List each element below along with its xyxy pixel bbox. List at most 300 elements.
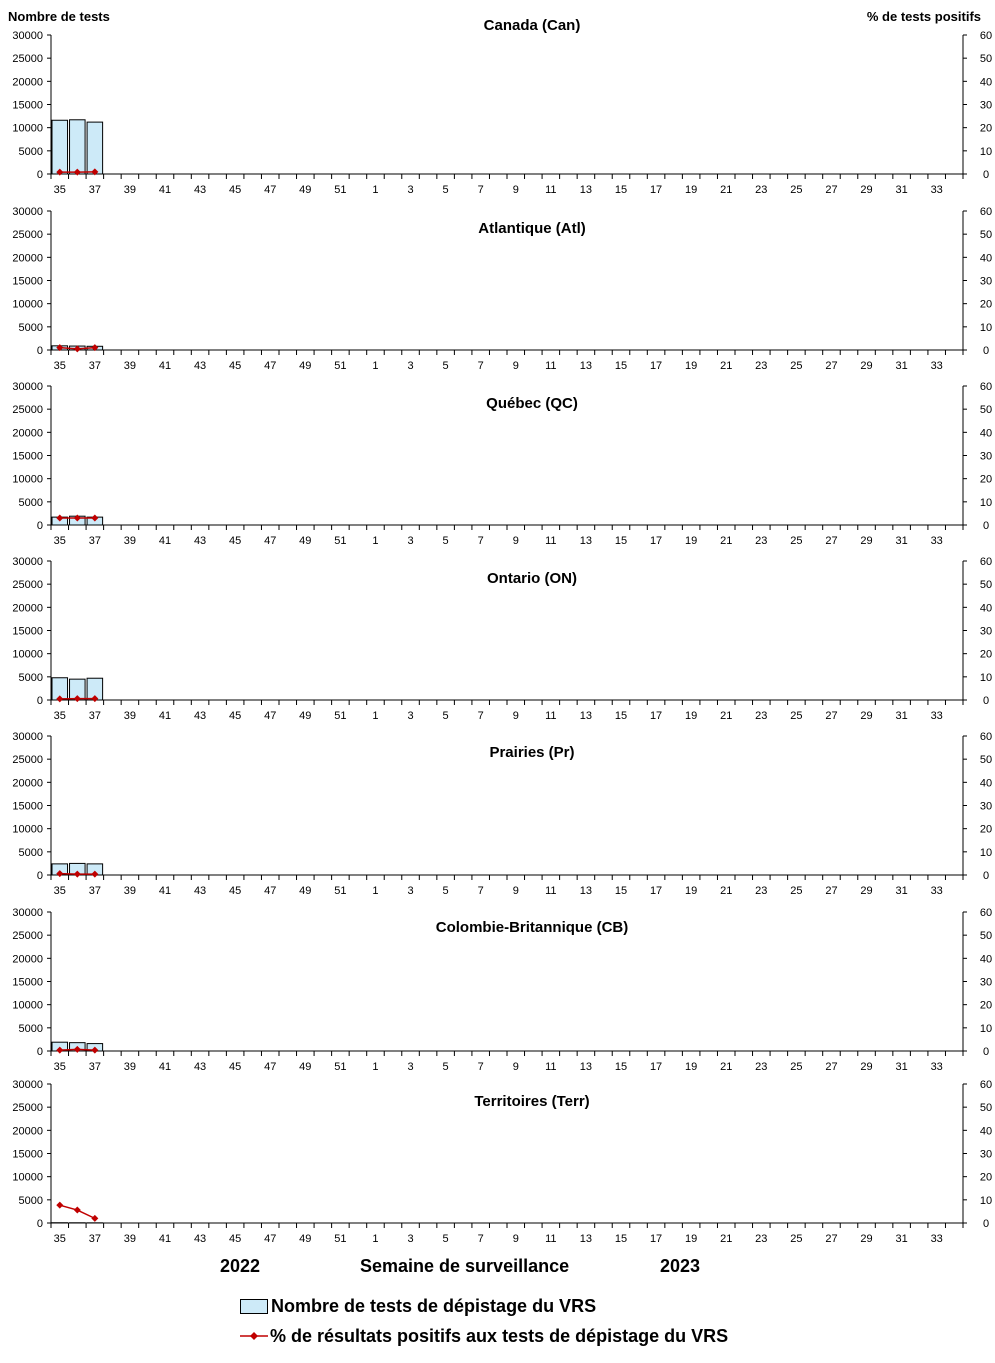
- x-tick-label: 35: [53, 535, 66, 547]
- x-tick-label: 31: [895, 360, 908, 372]
- panel-7: [12, 1079, 992, 1245]
- x-tick-label: 41: [158, 360, 172, 372]
- y-tick-label-left: 20000: [12, 252, 43, 265]
- x-tick-label: 25: [790, 1061, 803, 1073]
- x-tick-label: 3: [407, 184, 414, 196]
- x-tick-label: 31: [895, 710, 908, 722]
- y-tick-label-right: 60: [979, 206, 993, 218]
- y-tick-label-left: 25000: [12, 754, 43, 767]
- panel-6: [12, 907, 992, 1073]
- panel-title: Atlantique (Atl): [478, 220, 586, 237]
- y-tick-label-right: 10: [979, 321, 993, 334]
- x-tick-label: 3: [407, 1233, 414, 1245]
- y-tick-label-left: 15000: [12, 99, 43, 112]
- x-tick-label: 23: [755, 1233, 768, 1245]
- x-tick-label: 51: [334, 1233, 347, 1245]
- x-tick-label: 45: [229, 1061, 242, 1073]
- x-tick-label: 47: [264, 360, 277, 372]
- y-tick-label-right: 20: [979, 298, 993, 311]
- y-tick-label-left: 10000: [12, 473, 43, 486]
- y-tick-label-left: 5000: [18, 145, 43, 158]
- y-tick-label-left: 15000: [12, 625, 43, 638]
- y-tick-label-left: 0: [36, 870, 43, 882]
- x-tick-label: 47: [264, 885, 277, 897]
- x-tick-label: 7: [477, 360, 484, 372]
- y-tick-label-right: 40: [979, 953, 993, 966]
- x-tick-label: 19: [685, 885, 698, 897]
- x-tick-label: 23: [755, 1061, 768, 1073]
- x-tick-label: 19: [685, 1233, 698, 1245]
- y-tick-label-right: 0: [982, 169, 990, 181]
- x-tick-label: 21: [720, 710, 733, 722]
- y-tick-label-left: 25000: [12, 229, 43, 242]
- y-left-title: Nombre de tests: [8, 9, 110, 24]
- x-tick-label: 1: [372, 1061, 379, 1073]
- x-tick-label: 39: [123, 885, 137, 897]
- x-tick-label: 37: [88, 360, 101, 372]
- y-tick-label-left: 10000: [12, 823, 43, 836]
- y-tick-label-left: 20000: [12, 777, 43, 790]
- x-tick-label: 9: [512, 360, 519, 372]
- x-tick-label: 17: [649, 535, 663, 547]
- x-tick-label: 31: [895, 1233, 908, 1245]
- y-tick-label-right: 10: [979, 671, 993, 684]
- x-tick-label: 49: [299, 710, 312, 722]
- x-tick-label: 51: [334, 710, 347, 722]
- x-tick-label: 15: [614, 184, 628, 196]
- y-tick-label-right: 30: [979, 800, 993, 813]
- x-tick-label: 43: [193, 360, 207, 372]
- legend-bars-label: Nombre de tests de dépistage du VRS: [271, 1295, 597, 1316]
- y-tick-label-left: 30000: [12, 381, 43, 393]
- y-tick-label-right: 50: [979, 404, 993, 417]
- x-tick-label: 49: [299, 885, 312, 897]
- y-tick-label-left: 10000: [12, 648, 43, 661]
- x-tick-label: 13: [579, 360, 593, 372]
- x-tick-label: 15: [614, 1061, 628, 1073]
- x-tick-label: 39: [123, 535, 137, 547]
- x-tick-label: 3: [407, 535, 414, 547]
- y-tick-label-right: 10: [979, 1194, 993, 1207]
- x-tick-label: 25: [790, 885, 803, 897]
- x-tick-label: 11: [545, 535, 557, 547]
- x-tick-label: 11: [545, 710, 557, 722]
- x-tick-label: 29: [860, 1061, 873, 1073]
- y-tick-label-left: 20000: [12, 76, 43, 89]
- x-tick-label: 45: [229, 184, 242, 196]
- y-tick-label-right: 50: [979, 754, 993, 767]
- year-left-label: 2022: [220, 1256, 261, 1276]
- y-tick-label-right: 0: [982, 345, 990, 357]
- y-tick-label-right: 60: [979, 30, 993, 42]
- x-tick-label: 13: [579, 535, 593, 547]
- x-tick-label: 35: [53, 1061, 66, 1073]
- x-tick-label: 17: [649, 885, 663, 897]
- x-tick-label: 9: [512, 184, 519, 196]
- x-tick-label: 13: [579, 184, 593, 196]
- year-right-label: 2023: [660, 1256, 701, 1276]
- y-tick-label-right: 30: [979, 450, 993, 463]
- x-tick-label: 43: [193, 1233, 207, 1245]
- x-tick-label: 41: [158, 535, 172, 547]
- legend-line-label: % de résultats positifs aux tests de dépistage du VRS: [270, 1325, 729, 1346]
- x-tick-label: 37: [88, 710, 101, 722]
- y-tick-label-left: 10000: [12, 122, 43, 135]
- x-tick-label: 19: [685, 710, 698, 722]
- percent-positive-point-week-36: [74, 1207, 81, 1214]
- x-tick-label: 1: [372, 710, 379, 722]
- x-tick-label: 15: [614, 710, 628, 722]
- x-tick-label: 13: [579, 1061, 593, 1073]
- x-tick-label: 39: [123, 1061, 137, 1073]
- x-tick-label: 41: [158, 1233, 172, 1245]
- x-tick-label: 47: [264, 184, 277, 196]
- y-tick-label-left: 10000: [12, 999, 43, 1012]
- x-tick-label: 45: [229, 710, 242, 722]
- y-tick-label-left: 20000: [12, 1125, 43, 1138]
- x-tick-label: 45: [229, 360, 242, 372]
- panel-title: Québec (QC): [486, 395, 578, 412]
- x-tick-label: 1: [372, 1233, 379, 1245]
- x-tick-label: 29: [860, 885, 873, 897]
- test-count-bar-week-35: [52, 120, 68, 174]
- panel-title: Ontario (ON): [487, 570, 577, 587]
- x-tick-label: 15: [614, 360, 628, 372]
- x-tick-label: 17: [649, 184, 663, 196]
- y-tick-label-left: 5000: [18, 846, 43, 859]
- x-tick-label: 33: [930, 885, 943, 897]
- x-tick-label: 51: [334, 184, 347, 196]
- x-tick-label: 17: [649, 710, 663, 722]
- y-tick-label-right: 0: [982, 695, 990, 707]
- x-tick-label: 35: [53, 710, 66, 722]
- y-tick-label-right: 60: [979, 381, 993, 393]
- x-tick-label: 41: [158, 710, 172, 722]
- y-tick-label-right: 60: [979, 731, 993, 743]
- x-tick-label: 5: [442, 710, 449, 722]
- x-tick-label: 9: [512, 710, 519, 722]
- y-tick-label-right: 40: [979, 1125, 993, 1138]
- y-tick-label-right: 40: [979, 427, 993, 440]
- percent-positive-point-week-37: [91, 1215, 98, 1222]
- panel-title: Canada (Can): [483, 17, 581, 34]
- x-tick-label: 9: [512, 1233, 519, 1245]
- x-tick-label: 43: [193, 184, 207, 196]
- x-tick-label: 23: [755, 535, 768, 547]
- x-tick-label: 37: [88, 184, 101, 196]
- y-tick-label-left: 20000: [12, 953, 43, 966]
- y-tick-label-left: 20000: [12, 427, 43, 440]
- x-tick-label: 15: [614, 885, 628, 897]
- y-tick-label-right: 20: [979, 122, 993, 135]
- x-tick-label: 21: [720, 1061, 733, 1073]
- y-tick-label-right: 30: [979, 625, 993, 638]
- y-tick-label-left: 5000: [18, 671, 43, 684]
- x-tick-label: 27: [825, 1061, 838, 1073]
- y-tick-label-left: 0: [36, 345, 43, 357]
- x-tick-label: 41: [158, 184, 172, 196]
- y-tick-label-right: 60: [979, 1079, 993, 1091]
- y-tick-label-left: 5000: [18, 1194, 43, 1207]
- panel-2: [12, 206, 992, 372]
- x-tick-label: 25: [790, 360, 803, 372]
- x-tick-label: 37: [88, 1061, 101, 1073]
- x-tick-label: 37: [88, 885, 101, 897]
- y-tick-label-right: 50: [979, 1102, 993, 1115]
- y-tick-label-right: 60: [979, 907, 993, 919]
- x-tick-label: 27: [825, 360, 838, 372]
- x-tick-label: 5: [442, 1061, 449, 1073]
- y-tick-label-left: 30000: [12, 731, 43, 743]
- x-tick-label: 13: [579, 1233, 593, 1245]
- x-tick-label: 45: [229, 535, 242, 547]
- legend-line-swatch: [240, 1329, 268, 1343]
- x-tick-label: 43: [193, 710, 207, 722]
- x-tick-label: 49: [299, 535, 312, 547]
- x-tick-label: 33: [930, 360, 943, 372]
- x-tick-label: 11: [545, 1061, 557, 1073]
- y-tick-label-left: 0: [36, 695, 43, 707]
- panel-3: [12, 381, 992, 547]
- y-tick-label-left: 25000: [12, 53, 43, 66]
- x-tick-label: 23: [755, 184, 768, 196]
- y-tick-label-left: 25000: [12, 930, 43, 943]
- x-tick-label: 11: [545, 885, 557, 897]
- x-tick-label: 25: [790, 184, 803, 196]
- x-tick-label: 1: [372, 360, 379, 372]
- legend-bar-swatch: [240, 1299, 268, 1314]
- x-tick-label: 13: [579, 710, 593, 722]
- x-tick-label: 27: [825, 885, 838, 897]
- y-tick-label-right: 20: [979, 999, 993, 1012]
- x-tick-label: 29: [860, 710, 873, 722]
- x-tick-label: 7: [477, 710, 484, 722]
- x-tick-label: 33: [930, 1061, 943, 1073]
- x-tick-label: 3: [407, 360, 414, 372]
- x-tick-label: 35: [53, 184, 66, 196]
- x-tick-label: 33: [930, 184, 943, 196]
- y-tick-label-right: 40: [979, 252, 993, 265]
- x-tick-label: 29: [860, 535, 873, 547]
- y-tick-label-left: 15000: [12, 1148, 43, 1161]
- y-tick-label-left: 25000: [12, 404, 43, 417]
- y-tick-label-left: 15000: [12, 976, 43, 989]
- x-tick-label: 29: [860, 1233, 873, 1245]
- x-tick-label: 11: [545, 1233, 557, 1245]
- x-tick-label: 7: [477, 535, 484, 547]
- x-tick-label: 51: [334, 1061, 347, 1073]
- test-count-bar-week-36: [70, 120, 86, 174]
- x-tick-label: 21: [720, 360, 733, 372]
- x-tick-label: 39: [123, 1233, 137, 1245]
- x-tick-label: 23: [755, 360, 768, 372]
- panel-4: [12, 556, 992, 722]
- x-tick-label: 49: [299, 1233, 312, 1245]
- y-tick-label-right: 10: [979, 846, 993, 859]
- y-tick-label-right: 40: [979, 76, 993, 89]
- x-tick-label: 11: [545, 360, 557, 372]
- y-tick-label-right: 0: [982, 1046, 990, 1058]
- y-tick-label-left: 25000: [12, 1102, 43, 1115]
- y-tick-label-left: 10000: [12, 298, 43, 311]
- x-tick-label: 13: [579, 885, 593, 897]
- x-tick-label: 51: [334, 535, 347, 547]
- y-tick-label-right: 30: [979, 99, 993, 112]
- x-tick-label: 27: [825, 1233, 838, 1245]
- x-tick-label: 17: [649, 360, 663, 372]
- x-tick-label: 45: [229, 1233, 242, 1245]
- x-tick-label: 7: [477, 184, 484, 196]
- x-tick-label: 21: [720, 1233, 733, 1245]
- x-tick-label: 5: [442, 1233, 449, 1245]
- x-tick-label: 39: [123, 184, 137, 196]
- x-tick-label: 49: [299, 184, 312, 196]
- x-tick-label: 23: [755, 885, 768, 897]
- x-tick-label: 47: [264, 1233, 277, 1245]
- x-tick-label: 19: [685, 1061, 698, 1073]
- x-tick-label: 33: [930, 710, 943, 722]
- x-tick-label: 3: [407, 885, 414, 897]
- x-tick-label: 17: [649, 1233, 663, 1245]
- y-tick-label-left: 15000: [12, 800, 43, 813]
- x-tick-label: 29: [860, 184, 873, 196]
- x-tick-label: 47: [264, 535, 277, 547]
- x-tick-label: 5: [442, 885, 449, 897]
- x-tick-label: 5: [442, 360, 449, 372]
- x-tick-label: 35: [53, 1233, 66, 1245]
- y-tick-label-right: 10: [979, 1022, 993, 1035]
- legend-bars: [240, 1294, 596, 1318]
- x-tick-label: 19: [685, 184, 698, 196]
- x-tick-label: 7: [477, 1233, 484, 1245]
- x-tick-label: 31: [895, 1061, 908, 1073]
- y-tick-label-right: 30: [979, 1148, 993, 1161]
- x-tick-label: 5: [442, 184, 449, 196]
- x-tick-label: 11: [545, 184, 557, 196]
- y-tick-label-left: 0: [36, 1046, 43, 1058]
- y-tick-label-left: 0: [36, 1218, 43, 1230]
- y-tick-label-left: 0: [36, 169, 43, 181]
- y-tick-label-right: 10: [979, 496, 993, 509]
- x-tick-label: 51: [334, 885, 347, 897]
- y-tick-label-right: 0: [982, 520, 990, 532]
- x-tick-label: 45: [229, 885, 242, 897]
- y-tick-label-right: 50: [979, 930, 993, 943]
- x-tick-label: 37: [88, 535, 101, 547]
- panel-title: Prairies (Pr): [489, 744, 575, 761]
- x-tick-label: 43: [193, 535, 207, 547]
- x-tick-label: 3: [407, 1061, 414, 1073]
- x-tick-label: 33: [930, 1233, 943, 1245]
- x-axis-title: Semaine de surveillance: [360, 1256, 570, 1276]
- x-tick-label: 43: [193, 1061, 207, 1073]
- test-count-bar-week-37: [87, 122, 103, 174]
- x-tick-label: 31: [895, 885, 908, 897]
- x-tick-label: 49: [299, 1061, 312, 1073]
- percent-positive-point-week-35: [56, 1202, 63, 1209]
- panel-title: Colombie-Britannique (CB): [435, 919, 629, 936]
- y-tick-label-left: 10000: [12, 1171, 43, 1184]
- x-tick-label: 19: [685, 535, 698, 547]
- x-tick-label: 31: [895, 535, 908, 547]
- y-tick-label-right: 0: [982, 870, 990, 882]
- x-tick-label: 37: [88, 1233, 101, 1245]
- y-tick-label-right: 50: [979, 53, 993, 66]
- x-tick-label: 49: [299, 360, 312, 372]
- x-tick-label: 9: [512, 1061, 519, 1073]
- x-tick-label: 15: [614, 1233, 628, 1245]
- x-tick-label: 29: [860, 360, 873, 372]
- x-tick-label: 31: [895, 184, 908, 196]
- x-tick-label: 27: [825, 184, 838, 196]
- y-tick-label-right: 50: [979, 579, 993, 592]
- panel-title: Territoires (Terr): [474, 1093, 590, 1110]
- x-tick-label: 9: [512, 885, 519, 897]
- x-tick-label: 7: [477, 1061, 484, 1073]
- x-tick-label: 3: [407, 710, 414, 722]
- x-tick-label: 33: [930, 535, 943, 547]
- y-tick-label-left: 0: [36, 520, 43, 532]
- x-tick-label: 1: [372, 885, 379, 897]
- panel-5: [12, 731, 992, 897]
- y-tick-label-right: 60: [979, 556, 993, 568]
- x-tick-label: 1: [372, 184, 379, 196]
- x-tick-label: 25: [790, 710, 803, 722]
- x-tick-label: 9: [512, 535, 519, 547]
- x-tick-label: 17: [649, 1061, 663, 1073]
- x-tick-label: 47: [264, 710, 277, 722]
- y-tick-label-left: 30000: [12, 1079, 43, 1091]
- x-tick-label: 27: [825, 710, 838, 722]
- x-tick-label: 35: [53, 360, 66, 372]
- y-tick-label-right: 20: [979, 648, 993, 661]
- x-tick-label: 39: [123, 360, 137, 372]
- x-tick-label: 51: [334, 360, 347, 372]
- y-tick-label-right: 20: [979, 473, 993, 486]
- y-tick-label-right: 20: [979, 1171, 993, 1184]
- y-tick-label-right: 30: [979, 275, 993, 288]
- x-tick-label: 47: [264, 1061, 277, 1073]
- x-tick-label: 41: [158, 1061, 172, 1073]
- y-tick-label-left: 15000: [12, 450, 43, 463]
- y-tick-label-left: 15000: [12, 275, 43, 288]
- panel-1: [12, 17, 992, 196]
- x-tick-label: 15: [614, 535, 628, 547]
- x-tick-label: 27: [825, 535, 838, 547]
- y-tick-label-left: 20000: [12, 602, 43, 615]
- x-tick-label: 21: [720, 535, 733, 547]
- legend-line: [240, 1324, 728, 1348]
- x-tick-label: 25: [790, 535, 803, 547]
- y-tick-label-right: 40: [979, 602, 993, 615]
- y-tick-label-right: 50: [979, 229, 993, 242]
- y-tick-label-right: 0: [982, 1218, 990, 1230]
- x-tick-label: 21: [720, 184, 733, 196]
- x-tick-label: 39: [123, 710, 137, 722]
- x-tick-label: 5: [442, 535, 449, 547]
- x-tick-label: 35: [53, 885, 66, 897]
- y-tick-label-left: 30000: [12, 907, 43, 919]
- y-tick-label-left: 5000: [18, 496, 43, 509]
- y-tick-label-left: 30000: [12, 206, 43, 218]
- y-tick-label-left: 25000: [12, 579, 43, 592]
- x-tick-label: 21: [720, 885, 733, 897]
- x-tick-label: 23: [755, 710, 768, 722]
- y-tick-label-left: 5000: [18, 1022, 43, 1035]
- y-tick-label-left: 5000: [18, 321, 43, 334]
- x-tick-label: 41: [158, 885, 172, 897]
- y-tick-label-right: 20: [979, 823, 993, 836]
